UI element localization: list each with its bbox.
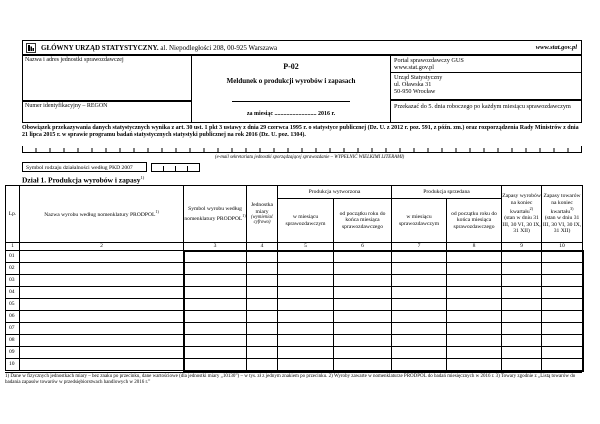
legal-basis-text: Obowiązek przekazywania danych statystycznych wynika z art. 30 ust. 1 pkt 3 ustawy z dnia 29 czerwca 1995 r. o statystyce publicznej (Dz. U. z 2012 r. poz. 591, z późn. zm.) oraz rozporządzenia Rady Ministrów z dnia 21 lipca 2015 r. w sprawie programu badań statystycznych statystyki publicznej na rok 2016 (Dz. U. poz. 1304). (22, 125, 579, 139)
regon-label: Numer identyfikacyjny – REGON (25, 103, 108, 109)
cell-made-month[interactable] (278, 335, 334, 347)
cell-product-stock[interactable] (502, 287, 542, 299)
cell-symbol[interactable] (184, 359, 247, 371)
portal-line-1: Portal sprawozdawczy GUS (394, 57, 464, 64)
cell-sold-month[interactable] (392, 299, 447, 311)
cell-symbol[interactable] (184, 251, 247, 263)
cell-sold-ytd[interactable] (447, 347, 502, 359)
name-address-label: Nazwa i adres jednostki sprawozdawczej (25, 57, 124, 63)
office-line-2: ul. Oławska 31 (394, 81, 432, 88)
cell-product-stock[interactable] (502, 299, 542, 311)
office-line-1: Urząd Statystyczny (394, 74, 443, 81)
data-area-top-border (183, 250, 582, 252)
pkd-label-box (22, 162, 147, 172)
pkd-input[interactable] (151, 163, 211, 172)
cell-sold-ytd[interactable] (447, 335, 502, 347)
col-number: 2 (20, 243, 184, 251)
production-table (5, 185, 584, 372)
cell-product-stock[interactable] (502, 335, 542, 347)
header-product-name-footnote: 1) (155, 209, 159, 215)
org-website[interactable]: www.stat.gov.pl (535, 44, 577, 51)
cell-made-ytd[interactable] (334, 263, 392, 275)
cell-unit[interactable] (247, 299, 278, 311)
cell-product-stock[interactable] (502, 347, 542, 359)
cell-made-ytd[interactable] (334, 287, 392, 299)
cell-unit[interactable] (247, 251, 278, 263)
cell-sold-ytd[interactable] (447, 323, 502, 335)
col-number: 10 (542, 243, 583, 251)
row-number: 07 (6, 323, 20, 335)
footnote-divider (5, 372, 582, 373)
header-product-stock-footnote: 2) (529, 206, 533, 212)
cell-goods-stock[interactable] (542, 275, 583, 287)
office-line-3: 50-950 Wrocław (394, 88, 436, 95)
header-made-month: w miesiącu sprawozdawczym (278, 199, 334, 243)
table-row (6, 263, 583, 275)
cell-symbol[interactable] (184, 275, 247, 287)
form-code: P-02 (283, 62, 299, 71)
row-number: 04 (6, 287, 20, 299)
header-unit-text: Jednostka miary (250, 202, 274, 215)
cell-symbol[interactable] (184, 287, 247, 299)
cell-name[interactable] (20, 347, 184, 359)
col-number: 4 (247, 243, 278, 251)
header-product-stock-dates: (stan w dniu 31 III, 30 VI, 30 IX, 31 XII) (502, 215, 541, 235)
col-number: 9 (502, 243, 542, 251)
regon-box[interactable] (22, 101, 192, 123)
row-number: 08 (6, 335, 20, 347)
header-sold-month: w miesiącu sprawozdawczym (392, 199, 447, 243)
cell-made-month[interactable] (278, 275, 334, 287)
cell-sold-month[interactable] (392, 275, 447, 287)
cell-name[interactable] (20, 359, 184, 371)
table-row (6, 251, 583, 263)
cell-sold-month[interactable] (392, 335, 447, 347)
cell-goods-stock[interactable] (542, 263, 583, 275)
form-title-box (191, 55, 391, 123)
cell-unit[interactable] (247, 263, 278, 275)
cell-sold-ytd[interactable] (447, 287, 502, 299)
header-unit (247, 186, 278, 243)
cell-product-stock[interactable] (502, 359, 542, 371)
cell-symbol[interactable] (184, 311, 247, 323)
cell-unit[interactable] (247, 287, 278, 299)
cell-symbol[interactable] (184, 299, 247, 311)
cell-sold-ytd[interactable] (447, 263, 502, 275)
cell-sold-month[interactable] (392, 251, 447, 263)
section-title-footnote: 1) (140, 175, 145, 180)
cell-sold-ytd[interactable] (447, 311, 502, 323)
col-number: 8 (447, 243, 502, 251)
section-title-text: Dział 1. Produkcja wyrobów i zapasy (22, 175, 141, 185)
name-address-box[interactable] (22, 55, 192, 101)
header-product-symbol-text: Symbol wyrobu według nomenklatury PRODPOL (184, 206, 243, 222)
org-header (41, 44, 277, 52)
header-product-name (20, 186, 184, 243)
cell-made-month[interactable] (278, 323, 334, 335)
cell-made-month[interactable] (278, 251, 334, 263)
header-goods-stock (542, 186, 583, 243)
cell-symbol[interactable] (184, 347, 247, 359)
header-product-stock-text: Zapasy wyrobów na koniec kwartału (502, 193, 541, 216)
header-production-made: Produkcja wytworzona (278, 186, 392, 199)
cell-made-ytd[interactable] (334, 359, 392, 371)
cell-unit[interactable] (247, 347, 278, 359)
row-number: 05 (6, 299, 20, 311)
cell-goods-stock[interactable] (542, 347, 583, 359)
section-title (22, 175, 144, 185)
cell-goods-stock[interactable] (542, 335, 583, 347)
cell-made-month[interactable] (278, 359, 334, 371)
cell-sold-ytd[interactable] (447, 299, 502, 311)
gus-logo-icon (26, 43, 36, 53)
col-number: 7 (392, 243, 447, 251)
cell-unit[interactable] (247, 335, 278, 347)
form-title: Meldunek o produkcji wyrobów i zapasach (226, 77, 356, 85)
cell-unit[interactable] (247, 275, 278, 287)
cell-name[interactable] (20, 251, 184, 263)
cell-product-stock[interactable] (502, 323, 542, 335)
cell-symbol[interactable] (184, 263, 247, 275)
row-number: 09 (6, 347, 20, 359)
cell-sold-ytd[interactable] (447, 251, 502, 263)
table-row (6, 287, 583, 299)
cell-sold-month[interactable] (392, 347, 447, 359)
header-bar (22, 40, 582, 55)
cell-product-stock[interactable] (502, 251, 542, 263)
cell-made-month[interactable] (278, 263, 334, 275)
cell-name[interactable] (20, 287, 184, 299)
cell-made-month[interactable] (278, 287, 334, 299)
org-address: al. Niepodległości 208, 00-925 Warszawa (158, 44, 278, 52)
table-row (6, 335, 583, 347)
header-product-stock (502, 186, 542, 243)
header-production-sold: Produkcja sprzedana (392, 186, 502, 199)
cell-symbol[interactable] (184, 335, 247, 347)
col-number: 5 (278, 243, 334, 251)
cell-made-month[interactable] (278, 299, 334, 311)
cell-sold-ytd[interactable] (447, 275, 502, 287)
row-number: 02 (6, 263, 20, 275)
org-name: GŁÓWNY URZĄD STATYSTYCZNY. (41, 44, 159, 52)
cell-made-ytd[interactable] (334, 251, 392, 263)
portal-line-2[interactable]: www.stat.gov.pl (394, 64, 434, 71)
deadline-text: Przekazać do 5. dnia roboczego po każdym miesiącu sprawozdawczym (394, 103, 571, 110)
table-row (6, 347, 583, 359)
email-input[interactable] (22, 145, 582, 153)
cell-made-ytd[interactable] (334, 347, 392, 359)
table-row (6, 323, 583, 335)
row-number: 03 (6, 275, 20, 287)
header-unit-note: (wymieniać cyfrowo) (250, 214, 274, 226)
cell-made-month[interactable] (278, 347, 334, 359)
cell-made-ytd[interactable] (334, 299, 392, 311)
pkd-char-boxes (151, 163, 211, 172)
cell-product-stock[interactable] (502, 263, 542, 275)
table-row (6, 275, 583, 287)
cell-goods-stock[interactable] (542, 299, 583, 311)
header-lp: Lp. (6, 186, 20, 243)
cell-unit[interactable] (247, 311, 278, 323)
cell-name[interactable] (20, 263, 184, 275)
title-divider (232, 101, 350, 102)
header-product-symbol-footnote: 1) (242, 212, 246, 218)
cell-name[interactable] (20, 299, 184, 311)
cell-name[interactable] (20, 323, 184, 335)
cell-goods-stock[interactable] (542, 311, 583, 323)
email-char-boxes (22, 145, 582, 153)
table-row (6, 299, 583, 311)
header-product-symbol (184, 186, 247, 243)
header-made-ytd: od początku roku do końca miesiąca sprawozdawczego (334, 199, 392, 243)
row-number: 01 (6, 251, 20, 263)
table-row (6, 311, 583, 323)
col-number: 3 (184, 243, 247, 251)
cell-goods-stock[interactable] (542, 251, 583, 263)
cell-made-ytd[interactable] (334, 323, 392, 335)
cell-name[interactable] (20, 275, 184, 287)
deadline-box (390, 100, 582, 123)
pkd-label: Symbol rodzaju działalności według PKD 2007 (26, 164, 133, 171)
header-product-name-text: Nazwa wyrobu według nomenklatury PRODPOL (44, 212, 156, 219)
period-field[interactable]: za miesiąc ............................ 2016 r. (246, 111, 336, 117)
header-goods-stock-text: Zapasy towarów na koniec kwartału (543, 193, 581, 216)
cell-product-stock[interactable] (502, 311, 542, 323)
header-goods-stock-dates: (stan w dniu 31 III, 30 VI, 30 IX, 31 XII) (542, 215, 582, 235)
cell-goods-stock[interactable] (542, 359, 583, 371)
footnotes: 1) Dane w fizycznych jednostkach miary – bez znaku po przecinku, dane wartościowe (dla jednostki miary „10130”) – w tys. zł z jednym znakiem po przecinku. 2) Wyroby zawarte w nomenklaturze PRODPOL do badań miesięcznych w 2016 r. 3) Towary zgodnie z „Listą towarów do badania zapasów towarów w przedsiębiorstwach handlowych w 2016 r.” (5, 374, 576, 386)
cell-made-ytd[interactable] (334, 275, 392, 287)
cell-sold-ytd[interactable] (447, 359, 502, 371)
cell-made-ytd[interactable] (334, 335, 392, 347)
email-note: (e-mail sekretariatu jednostki sporządzającej sprawozdanie – WYPEŁNIĆ WIELKIMI LITERAMI) (215, 155, 405, 160)
cell-made-month[interactable] (278, 311, 334, 323)
cell-name[interactable] (20, 335, 184, 347)
row-number: 06 (6, 311, 20, 323)
row-number: 10 (6, 359, 20, 371)
cell-sold-month[interactable] (392, 311, 447, 323)
col-number: 6 (334, 243, 392, 251)
cell-sold-month[interactable] (392, 263, 447, 275)
cell-sold-month[interactable] (392, 323, 447, 335)
cell-unit[interactable] (247, 323, 278, 335)
col-number: 1 (6, 243, 20, 251)
cell-goods-stock[interactable] (542, 287, 583, 299)
header-sold-ytd: od początku roku do końca miesiąca sprawozdawczego (447, 199, 502, 243)
header-goods-stock-footnote: 3) (570, 206, 574, 212)
cell-sold-month[interactable] (392, 287, 447, 299)
cell-product-stock[interactable] (502, 275, 542, 287)
cell-made-ytd[interactable] (334, 311, 392, 323)
recipient-box (390, 55, 582, 100)
cell-goods-stock[interactable] (542, 323, 583, 335)
cell-unit[interactable] (247, 359, 278, 371)
cell-name[interactable] (20, 311, 184, 323)
table-row (6, 359, 583, 371)
cell-sold-month[interactable] (392, 359, 447, 371)
cell-symbol[interactable] (184, 323, 247, 335)
